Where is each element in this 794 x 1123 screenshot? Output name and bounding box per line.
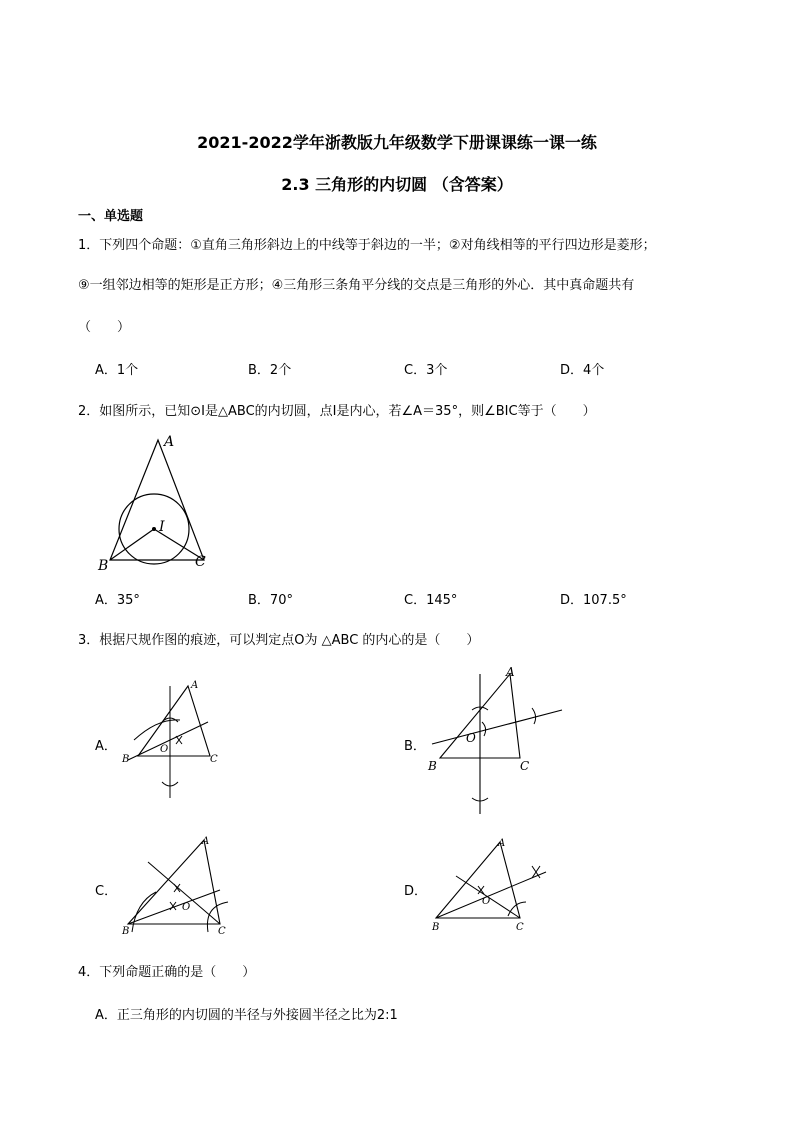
q1-option-a: A．1个 xyxy=(95,363,139,378)
page-title: 2021-2022学年浙教版九年级数学下册课课练一课一练 xyxy=(197,133,597,152)
page-subtitle: 2.3 三角形的内切圆 （含答案） xyxy=(281,175,513,194)
q3-option-b: B． xyxy=(404,739,426,754)
q3c-label-b: B xyxy=(122,926,130,937)
q4-option-a: A．正三角形的内切圆的半径与外接圆半径之比为2:1 xyxy=(95,1008,398,1023)
q1-line-1: 1．下列四个命题：①直角三角形斜边上的中线等于斜边的一半；②对角线相等的平行四边形是菱形； xyxy=(78,238,656,253)
q3-stem: 3．根据尺规作图的痕迹，可以判定点O为 △ABC 的内心的是（ ） xyxy=(78,633,480,648)
q3a-label-o: O xyxy=(160,744,169,755)
q4-stem: 4．下列命题正确的是（ ） xyxy=(78,965,256,980)
q3b-label-c: C xyxy=(520,759,530,773)
q3-option-a: A． xyxy=(95,739,117,754)
q1-option-d: D．4个 xyxy=(560,363,605,378)
q1-option-b: B．2个 xyxy=(248,363,292,378)
q2-label-b: B xyxy=(98,558,109,574)
q2-option-b: B．70° xyxy=(248,593,293,608)
q2-label-i: I xyxy=(159,519,165,535)
q3d-label-a: A xyxy=(498,838,506,849)
q3b-label-o: O xyxy=(466,731,476,745)
q3a-label-b: B xyxy=(122,754,130,765)
q3a-label-a: A xyxy=(191,680,199,691)
q3c-label-a: A xyxy=(202,836,210,847)
section-heading: 一、单选题 xyxy=(78,209,144,224)
q1-line-3: （ ） xyxy=(78,320,131,335)
q2-option-d: D．107.5° xyxy=(560,593,627,608)
q2-stem: 2．如图所示，已知⊙I是△ABC的内切圆，点I是内心，若∠A＝35°，则∠BIC等于（ ） xyxy=(78,404,596,419)
q2-option-a: A．35° xyxy=(95,593,140,608)
q2-incircle-figure xyxy=(90,428,220,578)
q3b-label-b: B xyxy=(428,759,437,773)
q3d-label-c: C xyxy=(516,922,524,933)
q1-line-2: ⑨一组邻边相等的矩形是正方形；④三角形三条角平分线的交点是三角形的外心．其中真命题共有 xyxy=(78,278,635,293)
q1-option-c: C．3个 xyxy=(404,363,448,378)
q3b-label-a: A xyxy=(506,665,515,679)
q2-label-a: A xyxy=(164,434,175,450)
q3-figure-d xyxy=(428,836,558,936)
q3-option-d: D． xyxy=(404,884,428,899)
q3-option-c: C． xyxy=(95,884,118,899)
q2-label-c: C xyxy=(195,554,206,570)
q3-figure-a xyxy=(118,678,228,800)
q3c-label-c: C xyxy=(218,926,226,937)
q2-option-c: C．145° xyxy=(404,593,458,608)
q3c-label-o: O xyxy=(182,902,191,913)
q3a-label-c: C xyxy=(210,754,218,765)
q3-figure-c xyxy=(118,832,238,944)
q3d-label-o: O xyxy=(482,896,491,907)
q3-figure-b xyxy=(422,664,572,820)
q3d-label-b: B xyxy=(432,922,440,933)
